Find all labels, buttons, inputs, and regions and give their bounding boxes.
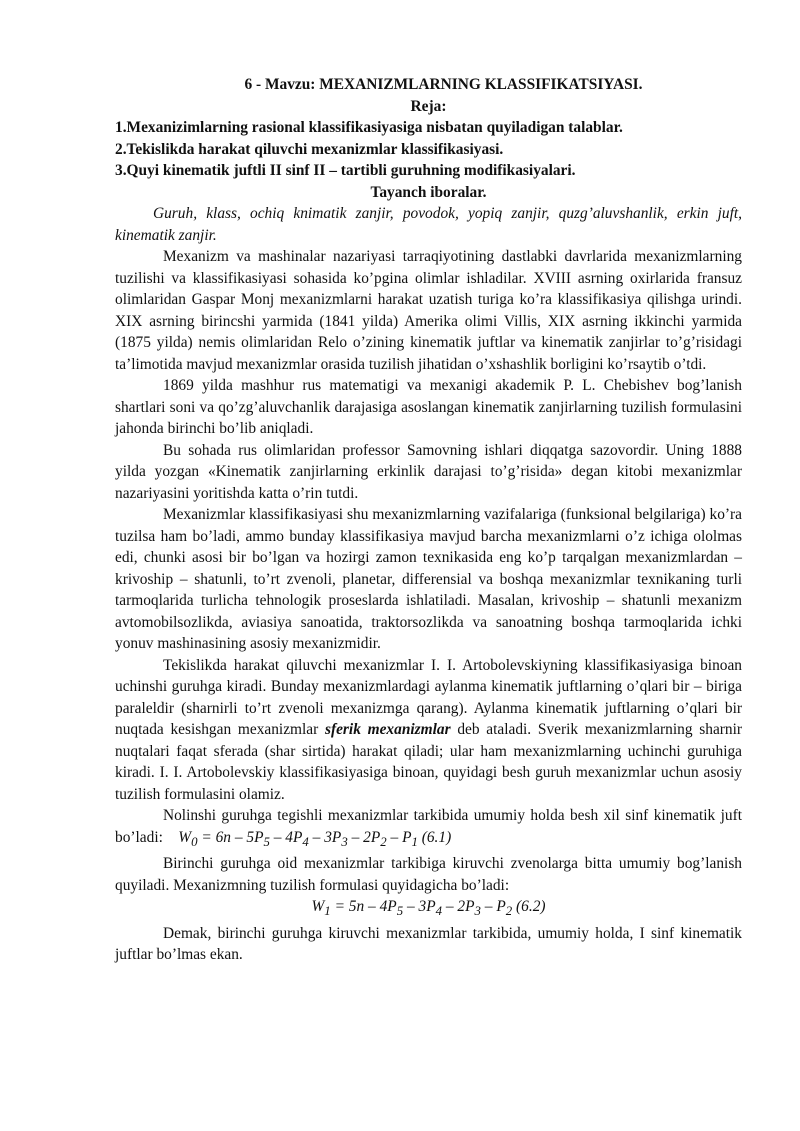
formula-6-2: $W_1 = 5n - 4P_5 - 3P_4 - 2P_3 - P_2$ (6.2) (311, 898, 546, 919)
paragraph-1: Mexanizm va mashinalar nazariyasi tarraqiyotining dastlabki davrlarida mexanizmlarning tuzilishi va klassifikasiyasi sohasida ko’pgina olimlar ishladilar. XVIII asrning oxirlarida fransuz olimlaridan Gaspar Monj mexanizmlarni harakat uzatish turiga ko’ra klassifikasiya qilishga urindi. XIX asrning birincshi yarmida (1841 yilda) Amerika olimi Villis, XIX asrning ikkinchi yarmida (1875 yilda) nemis olimlaridan Relo o’zining kinematik juftlar va kinematik zanjirlar to’g’risidagi ta’limotida mavjud mexanizmlar orasida tuzilish jihatidan o’xshashlik borligini ko’rsaytib o’tdi. (115, 248, 742, 373)
sferik-term: sferik mexanizmlar (324, 721, 451, 738)
paragraph-5-text-a: Tekislikda harakat qiluvchi mexanizmlar I. I. Artobolevskiyning klassifikasiyasiga binoan uchinshi guruhga kiradi. Bunday mexanizmlardagi aylanma kinematik juftlarning o’qlari bir – biriga paraleldir (sharnirli to’rt zvenoli mexanizmga qarang). Aylanma kinematik juftlarning o’qlari bir nuqtada kesishgan mexanizmlar (115, 656, 742, 738)
paragraph-3: Bu sohada rus olimlaridan professor Samovning ishlari diqqatga sazovordir. Uning 1888 yilda yozgan «Kinematik zanjirlarning erkinlik darajasi to’g’risida» degan kitobi mexanizmlar nazariyasini yoritishda katta o’rin tutdi. (115, 441, 742, 502)
paragraph-5 (115, 655, 742, 806)
plan-item-2: 2.Tekislikda harakat qiluvchi mexanizmlar klassifikasiyasi. (115, 140, 504, 158)
document-page (115, 74, 742, 966)
paragraph-4: Mexanizmlar klassifikasiyasi shu mexanizmlarning vazifalariga (funksional belgilariga) ko’ra tuzilsa ham bo’ladi, ammo bunday klassifikasiya mavjud barcha mexanizmlarni o’z ichiga ololmas edi, chunki asosi bir bo’lgan va hozirgi zamon texnikasida eng ko’p tarqalgan mexanizmlardan – krivoship – shatunli, to’rt zvenoli, planetar, differensial va boshqa mexanizmlar texnikaning turli tarmoqlarida turlicha tehnologik proseslarda ishlatiladi. Masalan, krivoship – shatunli mexanizm avtomobilsozlikda, aviasiya sanoatida, traktorsozlikda va sanoatning boshqa tarmoqlarida ichki yonuv mashinasining asosiy mexanizmidir. (115, 506, 742, 652)
plan-heading: Reja: (410, 97, 447, 115)
paragraph-8: Demak, birinchi guruhga kiruvchi mexanizmlar tarkibida, umumiy holda, I sinf kinematik juftlar bo’lmas ekan. (115, 924, 742, 964)
page-title: 6 - Mavzu: MEXANIZMLARNING KLASSIFIKATSIYASI. (244, 76, 643, 93)
plan-item-3: 3.Quyi kinematik juftli II sinf II – tartibli guruhning modifikasiyalari. (115, 162, 576, 179)
paragraph-5-text-b: deb ataladi. Sverik mexanizmlarning sharnir nuqtalari faqat sferada (shar sirtida) harakat qiladi; ular ham mexanizmlarning uchinchi guruhiga kiradi. I. I. Artobolevskiy klassifikasiyasiga binoan, quyidagi besh guruh mexanizmlar uchun asosiy tuzilish formulasini olamiz. (115, 721, 742, 803)
keywords-heading: Tayanch iboralar. (370, 183, 487, 201)
keywords-text: Guruh, klass, ochiq knimatik zanjir, povodok, yopiq zanjir, quzg’aluvshanlik, erkin juft, kinematik zanjir. (115, 205, 742, 244)
paragraph-6-text: Nolinshi guruhga tegishli mexanizmlar tarkibida umumiy holda besh xil sinf kinematik juft bo’ladi: (115, 807, 742, 846)
plan-item-1: 1.Mexanizimlarning rasional klassifikasiyasiga nisbatan quyiladigan talablar. (115, 119, 623, 136)
paragraph-6 (115, 805, 742, 853)
formula-6-1: $W_0 = 6n - 5P_5 - 4P_4 - 3P_3 - 2P_2 - P_1$ (6.1) (178, 828, 452, 849)
paragraph-7: Birinchi guruhga oid mexanizmlar tarkibiga kiruvchi zvenolarga bitta umumiy bog’lanish quyiladi. Mexanizmning tuzilish formulasi quyidagicha bo’ladi: (115, 855, 742, 894)
paragraph-2: 1869 yilda mashhur rus matematigi va mexanigi akademik P. L. Chebishev bog’lanish shartlari soni va qo’zg’aluvchanlik darajasiga asoslangan kinematik zanjirlarning tuzilish formulasini jahonda birinchi bo’lib aniqladi. (115, 377, 742, 437)
